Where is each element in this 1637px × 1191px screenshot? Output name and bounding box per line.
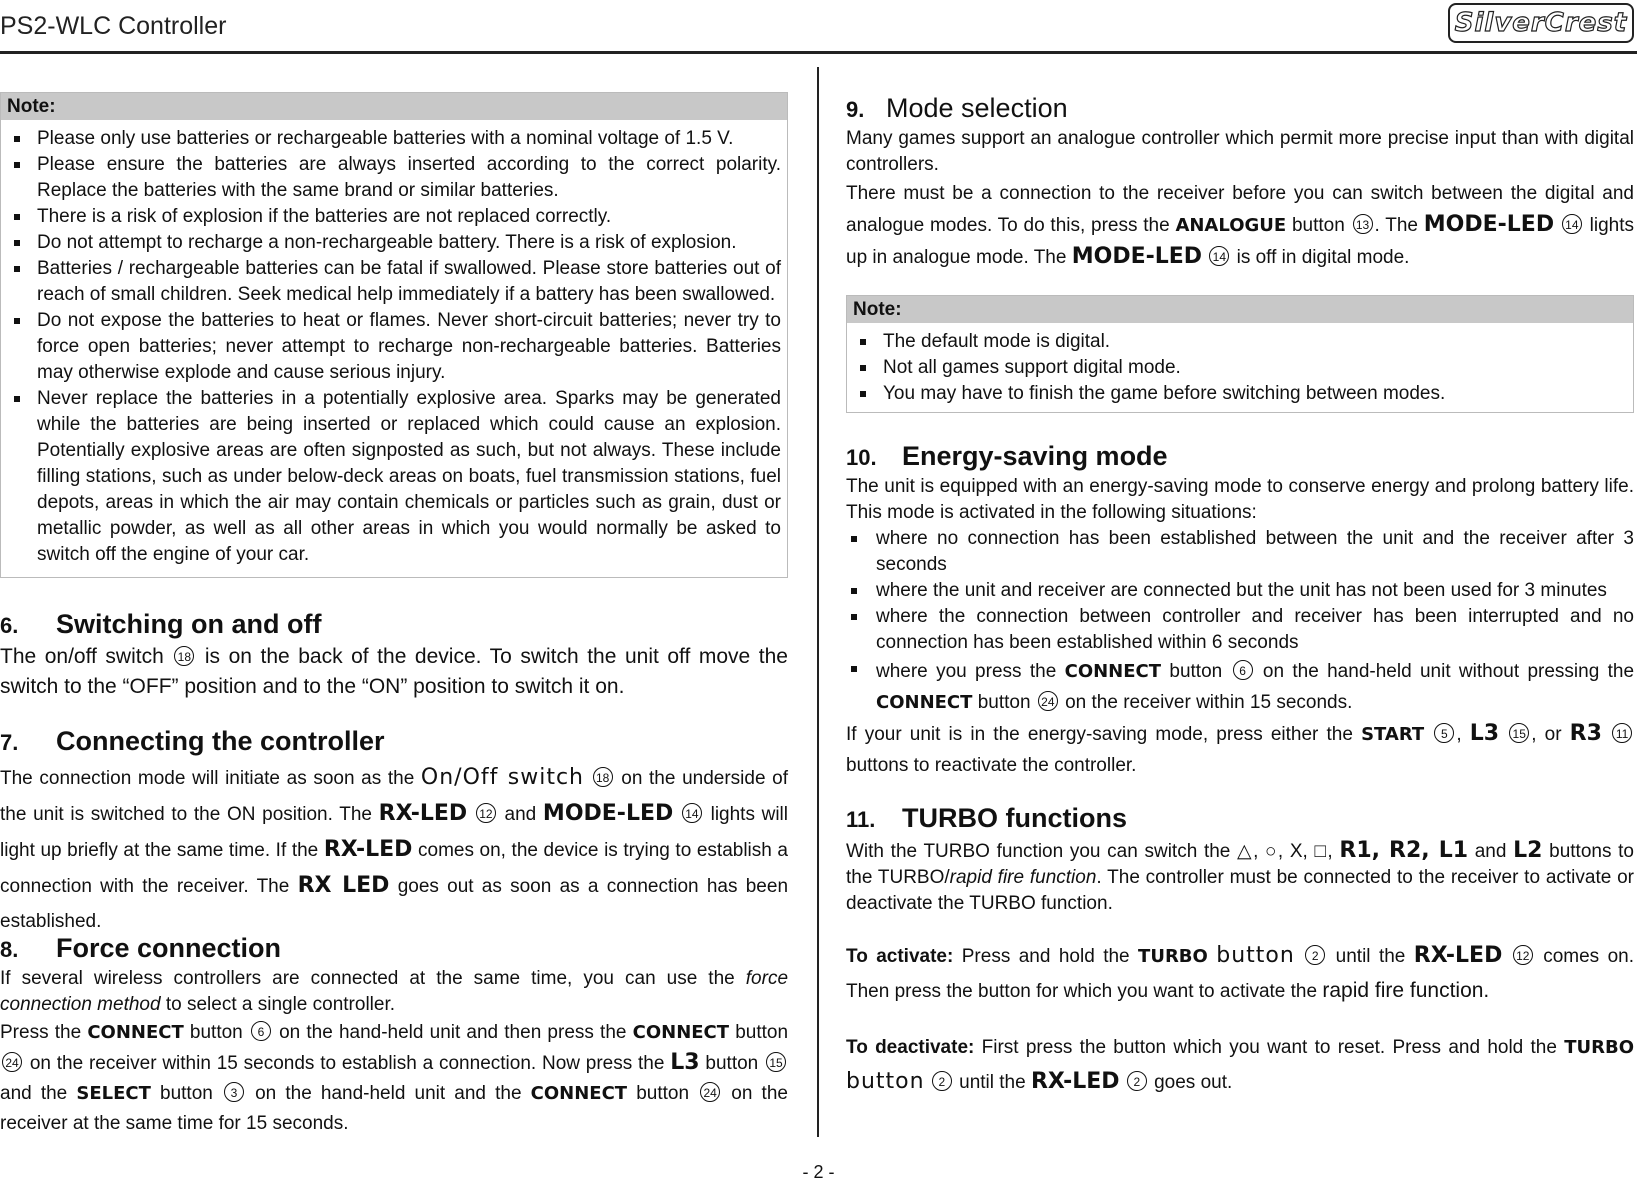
italic-text: rapid fire function [949,867,1097,888]
text: until the [1335,946,1406,967]
text: button [636,1083,690,1104]
section-title: Energy-saving mode [902,441,1168,471]
text: and the [0,1083,68,1104]
text: on the receiver within 15 seconds. [1065,692,1353,713]
key-label: L3 [1469,721,1500,746]
text: With the TURBO function you can switch the △, ○, X, □, [846,841,1333,862]
section-number: 9. [846,97,865,122]
key-label: RX-LED [1413,943,1503,968]
section-title: TURBO functions [902,803,1127,833]
callout-number: 14 [1562,214,1582,234]
section-9-body [846,126,1634,273]
key-label: CONNECT [632,1022,730,1043]
text: Press the [0,1022,82,1043]
section-title: Switching on and off [56,609,322,639]
list-item: Do not expose the batteries to heat or flames. Never short-circuit batteries; never try to force open batteries; never attempt to recharge non-rechargeable batteries. Batteries may otherwise explode and cause serious injury. [9,308,781,386]
text: Press and hold the [961,946,1130,967]
callout-number: 11 [1612,723,1632,743]
text: buttons to the TURBO/ [846,841,1634,888]
text: on the hand-held unit and the [255,1083,522,1104]
section-number: 10. [846,445,877,470]
text: rapid fire function. [1322,979,1490,1002]
text: to select a single controller. [165,994,396,1015]
text: If several wireless controllers are connected at the same time, you can use the [0,968,735,989]
callout-number: 13 [1353,214,1373,234]
text: . The controller must be connected to the receiver to activate or deactivate the TURBO function. [846,867,1634,914]
key-label: MODE-LED [1423,212,1555,237]
italic-text: force connection method [0,968,789,1015]
text: First press the button which you want to reset. Press and hold the [981,1037,1557,1058]
text: goes out. [1154,1072,1233,1093]
callout-number: 3 [224,1082,244,1102]
header-rule [0,51,1637,54]
text: button [735,1022,789,1043]
text: The connection mode will initiate as soon as the [0,768,415,789]
section-title: Force connection [56,933,282,963]
text: button [977,692,1031,713]
callout-number: 18 [174,646,194,666]
section-number: 8. [0,937,19,962]
text: goes out as soon as a connection has been established. [0,876,789,932]
note-heading: Note: [847,296,1633,323]
mode-note-list [847,323,1633,413]
text: on the hand-held unit and then press the [279,1022,627,1043]
callout-number: 24 [1038,691,1058,711]
callout-number: 12 [1513,945,1533,965]
list-item: There is a risk of explosion if the batteries are not replaced correctly. [9,204,781,230]
text: comes on. Then press the button for which you want to activate the [846,946,1634,1002]
silvercrest-logo: SilverCrest [1448,3,1634,43]
text: and [504,804,537,825]
paragraph: Many games support an analogue controller which permit more precise input than with digital controllers. [846,128,1634,175]
text: button [160,1083,213,1104]
text: There must be a connection to the receiver before you can switch between the digital and analogue modes. To do this, press the [846,183,1634,236]
text: where you press the [876,661,1057,682]
key-label: SELECT [76,1083,151,1104]
list-item: The default mode is digital. [855,329,1627,355]
key-label: TURBO [1138,946,1208,967]
key-label: RX LED [297,873,390,898]
section-11-body [846,838,1634,1100]
key-label: CONNECT [876,692,973,713]
battery-note-box [0,92,788,578]
callout-number: 6 [1233,660,1253,680]
callout-number: 6 [251,1021,271,1041]
text: . The [1374,215,1418,236]
list-item: Never replace the batteries in a potentially explosive area. Sparks may be generated while the batteries are being inserted or replaced which could cause an explosion. Potentially explosive areas are often signposted as such, but not always. These include filling stations, such as under below-deck areas on boats, fuel transmission stations, fuel depots, areas in which the air may contain chemicals or particles such as grain, dust or metallic powder, as well as all other areas in which you would normally be asked to switch off the engine of your car. [9,386,781,568]
key-label: RX-LED [378,801,468,826]
activate-label: To activate: [846,946,954,967]
section-8-heading [0,932,281,966]
callout-number: 15 [1509,723,1529,743]
key-label: CONNECT [1064,661,1162,682]
callout-number: 2 [1305,945,1325,965]
list-item: Batteries / rechargeable batteries can be fatal if swallowed. Please store batteries out of reach of small children. Seek medical help immediately if a battery has been swallowed. [9,256,781,308]
list-item: where the unit and receiver are connected but the unit has not been used for 3 minutes [846,578,1634,604]
text: on the hand-held unit without pressing the [1262,661,1635,682]
callout-number: 5 [1434,723,1454,743]
key-label: MODE-LED [1071,244,1203,269]
key-label: L2 [1513,838,1543,863]
key-label: button [846,1069,925,1094]
list-item: Do not attempt to recharge a non-rechargeable battery. There is a risk of explosion. [9,230,781,256]
list-item: where no connection has been established between the unit and the receiver after 3 seconds [846,526,1634,578]
list-item: You may have to finish the game before switching between modes. [855,381,1627,407]
text: until the [959,1072,1026,1093]
section-9-heading [846,92,1068,126]
key-label: L3 [670,1050,700,1075]
key-label: CONNECT [530,1083,628,1104]
callout-number: 2 [932,1071,952,1091]
text: lights up in analogue mode. The [846,215,1634,268]
section-11-heading [846,802,1127,836]
column-divider [817,67,819,1137]
document-header-title: PS2-WLC Controller [0,12,227,40]
list-item [846,656,1634,718]
text: , or [1531,724,1562,745]
section-title: Connecting the controller [56,726,385,756]
list-item: Please ensure the batteries are always inserted according to the correct polarity. Replace the batteries with the same brand or similar batteries. [9,152,781,204]
callout-number: 14 [1209,246,1229,266]
callout-number: 18 [593,767,613,787]
key-label: MODE-LED [542,801,674,826]
key-label: RX-LED [323,837,413,862]
section-10-body: The unit is equipped with an energy-saving mode to conserve energy and prolong battery life. This mode is activated in the following situations: where no connection has been established between the unit and the receiver after 3 seconds where the unit and receiver are connected but the unit has not been used for 3 minutes where the connection between controller and receiver has been interrupted and no connection has been established within 6 seconds where you press the CONNECT button 6 on the hand-held unit without pressing the CONNECT button 24 on the receiver within 15 seconds. If your unit is in the energy-saving mode, press either the START 5 , L3 15 , or R3 11 buttons to reactivate the controller. [846,476,1635,776]
section-number: 11. [846,807,876,832]
key-label: button [1216,943,1295,968]
key-label: TURBO [1564,1037,1634,1058]
section-7-body [0,760,788,939]
text: button [189,1022,243,1043]
energy-saving-list [846,526,1634,718]
mode-note-box [846,295,1634,413]
section-7-heading [0,725,385,759]
key-label: ANALOGUE [1175,215,1287,236]
section-6-body [0,642,788,702]
text: If your unit is in the energy-saving mode, press either the [846,724,1353,745]
note-heading: Note: [1,93,787,120]
text: on the receiver within 15 seconds to establish a connection. Now press the [29,1053,665,1074]
section-6-heading [0,608,321,642]
callout-number: 24 [2,1052,22,1072]
key-label: RX-LED [1030,1069,1120,1094]
page-number: - 2 - [802,1162,835,1182]
callout-number: 2 [1127,1071,1147,1091]
text: is on the back of the device. To switch the unit off move the switch to the “OFF” position and to the “ON” position to switch it on. [0,645,788,698]
key-label: R3 [1569,721,1602,746]
text: button [705,1053,759,1074]
text: buttons to reactivate the controller. [846,755,1137,776]
section-10-heading [846,440,1168,474]
callout-number: 12 [476,803,496,823]
key-label: On/Off switch [420,765,584,790]
text: is off in digital mode. [1236,247,1410,268]
text: The on/off switch [0,645,164,668]
key-label: START [1361,724,1425,745]
list-item: Please only use batteries or rechargeable batteries with a nominal voltage of 1.5 V. [9,126,781,152]
callout-number: 15 [766,1052,786,1072]
section-title: Mode selection [886,93,1068,123]
text: button [1169,661,1223,682]
section-number: 6. [0,613,19,638]
callout-number: 14 [682,803,702,823]
list-item: Not all games support digital mode. [855,355,1627,381]
text: on the receiver at the same time for 15 seconds. [0,1083,788,1134]
key-label: CONNECT [87,1022,184,1043]
paragraph: The unit is equipped with an energy-saving mode to conserve energy and prolong battery life. This mode is activated in the following situations: [846,476,1634,523]
section-number: 7. [0,730,19,755]
battery-note-list [1,120,787,574]
text: and [1474,841,1507,862]
text: comes on, the device is trying to establish a connection with the receiver. The [0,840,789,897]
callout-number: 24 [700,1082,720,1102]
deactivate-label: To deactivate: [846,1037,975,1058]
text: on the underside of the unit is switched to the ON position. The [0,768,789,825]
section-8-body [0,966,788,1139]
list-item: where the connection between controller and receiver has been interrupted and no connection has been established within 6 seconds [846,604,1634,656]
text: button [1291,215,1345,236]
text: lights will light up briefly at the same time. If the [0,804,789,861]
key-label: R1, R2, L1 [1339,838,1469,863]
